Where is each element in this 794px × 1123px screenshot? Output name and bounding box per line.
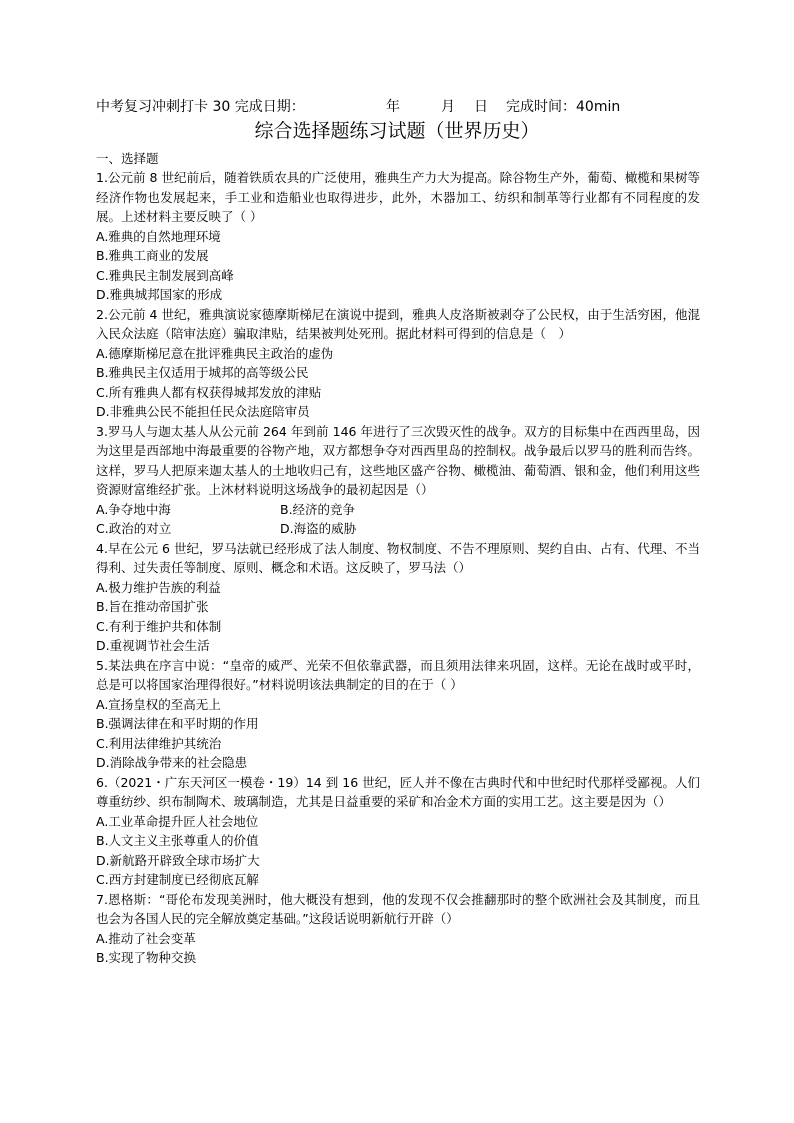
question-stem: 6.（2021・广东天河区一模卷・19）14 到 16 世纪，匠人并不像在古典时代和中世纪时代那样受鄙视。人们尊重纺纱、织布制陶术、玻璃制造，尤其是日益重要的采矿和冶金术方面的实用工艺。这主要是因为（） — [96, 774, 700, 809]
option-b: B.经济的竞争 — [280, 501, 356, 517]
option-b: B.雅典工商业的发展 — [96, 248, 209, 263]
option-b: B.人文主义主张尊重人的价值 — [96, 833, 259, 848]
option-b: B.实现了物种交换 — [96, 950, 197, 965]
option-a: A.工业革命提升匠人社会地位 — [96, 813, 259, 829]
option-b: B.旨在推动帝国扩张 — [96, 599, 209, 614]
option-d: D.重视调节社会生活 — [96, 638, 210, 653]
question-1 — [96, 168, 700, 305]
option-a: A.推动了社会变革 — [96, 930, 196, 946]
option-a: A.德摩斯梯尼意在批评雅典民主政治的虚伪 — [96, 345, 334, 361]
question-3 — [96, 422, 700, 539]
question-5 — [96, 656, 700, 773]
question-6 — [96, 773, 700, 890]
question-7 — [96, 890, 700, 968]
option-c: C.有利于维护共和体制 — [96, 618, 222, 634]
option-a: A.雅典的自然地理环境 — [96, 228, 221, 244]
question-stem: 3.罗马人与迦太基人从公元前 264 年到前 146 年进行了三次毁灭性的战争。双方的目标集中在西西里岛，因为这里是西部地中海最重要的谷物产地，双方都想争夺对西西里岛的控制权。战争最后以罗马的胜利而告终。这样，罗马人把原来迦太基人的土地收归己有，这些地区盛产谷物、橄榄油、葡萄酒、银和金，他们利用这些资源财富维经扩张。上沐材料说明这场战争的最初起因是（） — [96, 423, 700, 497]
option-c: C.雅典民主制发展到高峰 — [96, 267, 234, 283]
option-d: D.消除战争带来的社会隐患 — [96, 755, 248, 770]
question-stem: 1.公元前 8 世纪前后，随着铁质农具的广泛使用，雅典生产力大为提高。除谷物生产外，葡萄、橄榄和果树等经济作物也发展起来，手工业和造船业也取得进步，此外，木器加工、纺织和制革等行业都有不同程度的发展。上述材料主要反映了（ ） — [96, 170, 700, 224]
question-stem: 2.公元前 4 世纪，雅典演说家德摩斯梯尼在演说中提到，雅典人皮洛斯被剥夺了公民权，由于生活穷困，他混入民众法庭（陪审法庭）骗取津贴，结果被判处死刑。据此材料可得到的信息是（ ） — [96, 306, 700, 341]
option-a: A.争夺地中海 — [96, 501, 171, 517]
question-2 — [96, 305, 700, 422]
header-line — [96, 97, 706, 117]
option-a: A.宣扬皇权的至高无上 — [96, 696, 221, 712]
section-heading: 一、选择题 — [96, 151, 159, 166]
option-d: D.非雅典公民不能担任民众法庭陪审员 — [96, 404, 310, 419]
page-title: 综合选择题练习试题（世界历史） — [254, 120, 540, 142]
header-prefix: 中考复习冲刺打卡 30 完成日期： — [96, 99, 305, 115]
question-4 — [96, 539, 700, 656]
question-stem: 4.早在公元 6 世纪，罗马法就已经形成了法人制度、物权制度、不告不理原则、契约自由、占有、代理、不当得利、过失责任等制度、原则、概念和术语。这反映了，罗马法（） — [96, 540, 700, 575]
header-day: 日 — [474, 99, 488, 115]
option-b: B.强调法律在和平时期的作用 — [96, 716, 259, 731]
header-month: 月 — [441, 99, 455, 115]
option-row — [96, 500, 700, 520]
option-d: D.雅典城邦国家的形成 — [96, 287, 223, 302]
question-stem: 7.恩格斯：“哥伦布发现美洲时，他大概没有想到，他的发现不仅会推翻那时的整个欧洲社会及其制度，而且也会为各国人民的完全解放奠定基础。”这段话说明新航行开辟（） — [96, 891, 700, 926]
question-stem: 5.某法典在序言中说：“皇帝的威严、光荣不但依靠武器，而且须用法律来巩固，这样。无论在战时或平时，总是可以将国家治理得很好。”材料说明该法典制定的目的在于（ ） — [96, 657, 700, 692]
option-d: D.新航路开辟致全球市场扩大 — [96, 852, 260, 868]
option-c: C.西方封建制度已经彻底瓦解 — [96, 872, 259, 887]
option-row — [96, 519, 700, 539]
header-year: 年 — [386, 99, 400, 115]
question-list — [96, 168, 700, 968]
option-b: B.雅典民主仅适用于城邦的高等级公民 — [96, 365, 309, 380]
option-c: C.所有雅典人都有权获得城邦发放的津贴 — [96, 384, 322, 400]
option-a: A.极力维护告族的利益 — [96, 579, 221, 595]
option-d: D.海盗的威胁 — [280, 521, 357, 536]
header-time: 完成时间：40min — [506, 99, 621, 115]
option-c: C.利用法律维护其统治 — [96, 735, 222, 751]
option-c: C.政治的对立 — [96, 521, 172, 536]
